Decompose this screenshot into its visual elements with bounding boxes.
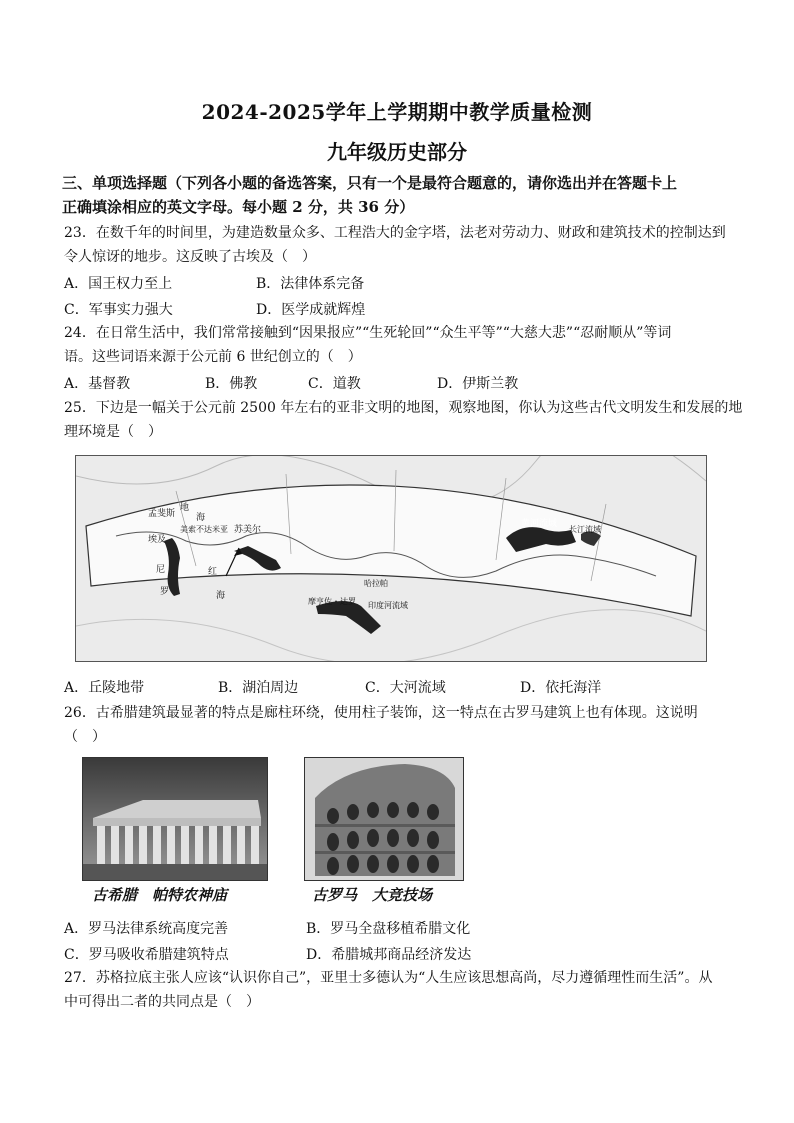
map-label-egypt: 埃及 — [148, 535, 167, 545]
q24-option-b[interactable]: B．佛教 — [205, 376, 258, 392]
q23-option-d[interactable]: D．医学成就辉煌 — [256, 302, 366, 318]
q25-option-c[interactable]: C．大河流域 — [365, 680, 446, 696]
q23-option-b[interactable]: B．法律体系完备 — [256, 276, 365, 292]
q26-stem-line1: 26．古希腊建筑最显著的特点是廊柱环绕，使用柱子装饰，这一特点在古罗马建筑上也有体现。这说明 — [64, 705, 698, 721]
map-graphic — [76, 456, 706, 661]
ancient-civilizations-map — [75, 455, 707, 662]
q26-option-c[interactable]: C．罗马吸收希腊建筑特点 — [64, 947, 229, 963]
q24-option-c[interactable]: C．道教 — [308, 376, 361, 392]
q24-stem-line1: 24．在日常生活中，我们常常接触到“因果报应”“生死轮回”“众生平等”“大慈大悲”“忍耐顺从”等词 — [64, 325, 672, 341]
q24-option-a[interactable]: A．基督教 — [64, 376, 131, 392]
q24-option-d[interactable]: D．伊斯兰教 — [437, 376, 519, 392]
map-label-nile-1: 尼 — [156, 565, 166, 575]
q23-option-a[interactable]: A．国王权力至上 — [64, 276, 173, 292]
map-label-harappa: 哈拉帕 — [364, 579, 388, 588]
parthenon-graphic — [83, 758, 267, 880]
section-heading-line1: 三、单项选择题（下列各小题的备选答案，只有一个是最符合题意的，请你选出并在答题卡上 — [62, 174, 678, 192]
q26-stem-line2: （ ） — [64, 729, 106, 745]
q27-stem-line2: 中可得出二者的共同点是（ ） — [64, 994, 260, 1010]
q25-option-a[interactable]: A．丘陵地带 — [64, 680, 145, 696]
q23-stem-line1: 23．在数千年的时间里，为建造数量众多、工程浩大的金字塔，法老对劳动力、财政和建筑技术的控制达到 — [64, 225, 726, 241]
map-label-mesopotamia: 美索不达米亚 — [180, 525, 228, 534]
section-heading-line2: 正确填涂相应的英文字母。每小题 2 分，共 36 分） — [62, 198, 415, 216]
map-label-sea-1: 地 — [180, 503, 190, 513]
map-label-red-sea-1: 红 — [208, 567, 218, 577]
map-label-yellow-river: 黄河流域 — [521, 519, 558, 529]
q26-option-d[interactable]: D．希腊城邦商品经济发达 — [306, 947, 472, 963]
map-label-red-sea-2: 海 — [216, 591, 226, 601]
q24-stem-line2: 语。这些词语来源于公元前 6 世纪创立的（ ） — [64, 349, 362, 365]
map-label-memphis: 孟斐斯 — [148, 509, 176, 519]
q26-option-b[interactable]: B．罗马全盘移植希腊文化 — [306, 921, 471, 937]
colosseum-graphic — [305, 758, 463, 880]
q26-option-a[interactable]: A．罗马法律系统高度完善 — [64, 921, 229, 937]
page-subtitle: 九年级历史部分 — [327, 140, 467, 164]
map-label-yangtze: 长江流域 — [569, 525, 601, 534]
q25-stem-line1: 25．下边是一幅关于公元前 2500 年左右的亚非文明的地图，观察地图，你认为这些古代文明发生和发展的地 — [64, 400, 743, 416]
parthenon-caption: 古希腊 帕特农神庙 — [92, 886, 228, 904]
map-label-sea-2: 海 — [196, 513, 206, 523]
q27-stem-line1: 27．苏格拉底主张人应该“认识你自己”，亚里士多德认为“人生应该思想高尚，尽力遵循理性而生活”。从 — [64, 970, 713, 986]
q25-stem-line2: 理环境是（ ） — [64, 424, 162, 440]
q25-option-d[interactable]: D．依托海洋 — [520, 680, 602, 696]
map-label-sumer: 苏美尔 — [234, 525, 262, 535]
map-label-indus: 印度河流域 — [368, 601, 408, 610]
page-title: 2024-2025学年上学期期中教学质量检测 — [201, 100, 593, 124]
map-label-mohenjo: 摩亨佐・达罗 — [308, 597, 356, 606]
q23-stem-line2: 令人惊讶的地步。这反映了古埃及（ ） — [64, 249, 316, 265]
colosseum-caption: 古罗马 大竞技场 — [312, 886, 433, 904]
map-label-nile-2: 罗 — [160, 587, 170, 597]
q25-option-b[interactable]: B．湖泊周边 — [218, 680, 299, 696]
q23-option-c[interactable]: C．军事实力强大 — [64, 302, 173, 318]
colosseum-photo — [304, 757, 464, 881]
parthenon-photo — [82, 757, 268, 881]
